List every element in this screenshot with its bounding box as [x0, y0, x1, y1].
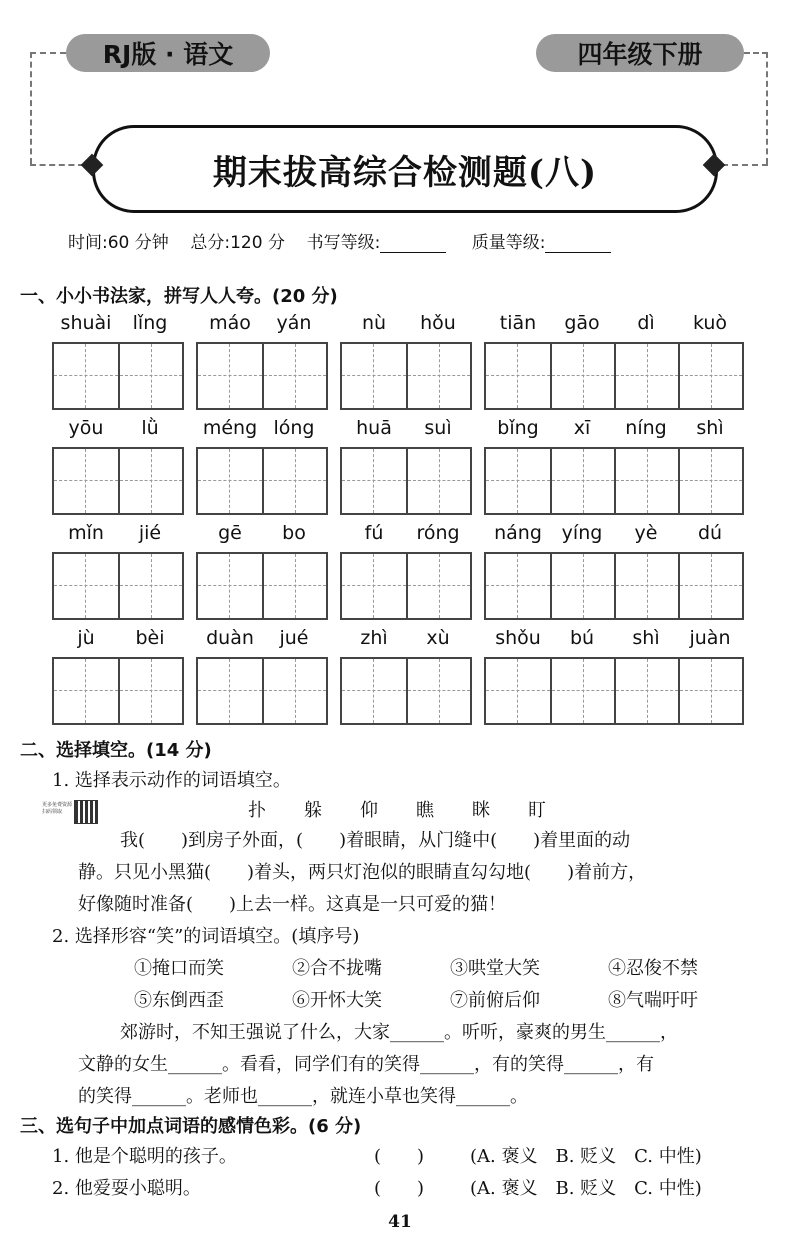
header-dashed-line-left: [30, 52, 66, 54]
q1-line: 好像随时准备( )上去一样。这真是一只可爱的猫！: [78, 894, 507, 915]
choice-item: ⑥开怀大笑: [292, 990, 382, 1011]
qr-caption: 更多免费资源 扫码领取: [42, 802, 73, 815]
pinyin-label: dì: [637, 312, 655, 334]
pinyin-label: bo: [282, 522, 306, 544]
writing-cell[interactable]: [198, 554, 262, 618]
header-dashed-line-left-b: [30, 164, 84, 166]
header-dashed-line-right-v: [766, 52, 768, 164]
writing-cell[interactable]: [614, 449, 678, 513]
writing-grade-blank: [380, 236, 446, 253]
pinyin-label: kuò: [692, 312, 728, 334]
writing-cell[interactable]: [118, 554, 182, 618]
subject-label: RJ版 · 语文: [66, 34, 270, 72]
writing-cell[interactable]: [614, 344, 678, 408]
pinyin-label: lǐng: [132, 312, 168, 334]
writing-cell[interactable]: [342, 344, 406, 408]
section2-heading: 二、选择填空。(14 分): [20, 740, 212, 761]
page-number: 41: [388, 1212, 412, 1232]
q1-title: 1. 选择表示动作的词语填空。: [52, 770, 291, 791]
writing-cell[interactable]: [550, 449, 614, 513]
writing-grid: [52, 342, 184, 410]
choice-item: ②合不拢嘴: [292, 958, 382, 979]
pinyin-label: shì: [696, 417, 724, 439]
pinyin-label: xī: [573, 417, 591, 439]
writing-grid: [52, 552, 184, 620]
writing-cell[interactable]: [54, 659, 118, 723]
q2-choices-row: [134, 986, 766, 1012]
pinyin-label: róng: [416, 522, 460, 544]
pinyin-label: tiān: [499, 312, 537, 334]
q2-line: 文静的女生______。看看，同学们有的笑得______，有的笑得______，有: [78, 1054, 654, 1075]
writing-cell[interactable]: [614, 659, 678, 723]
writing-cell[interactable]: [550, 554, 614, 618]
q2-choices-row: [134, 954, 766, 980]
word-option: 瞧: [416, 800, 434, 821]
header-dashed-line-left-v: [30, 52, 32, 164]
pinyin-label: juàn: [689, 627, 731, 649]
grade-label: 四年级下册: [536, 34, 744, 72]
writing-grid: [196, 342, 328, 410]
writing-cell[interactable]: [486, 659, 550, 723]
writing-cell[interactable]: [678, 449, 742, 513]
writing-grid: [484, 342, 744, 410]
writing-cell[interactable]: [262, 449, 326, 513]
time-label: 时间:60 分钟: [68, 233, 169, 253]
pinyin-label: gāo: [564, 312, 600, 334]
writing-cell[interactable]: [406, 344, 470, 408]
writing-cell[interactable]: [54, 344, 118, 408]
pinyin-label: lǜ: [141, 417, 159, 439]
writing-grid: [196, 447, 328, 515]
writing-grid: [484, 447, 744, 515]
total-label: 总分:120 分: [190, 233, 285, 253]
s3-question: 1. 他是个聪明的孩子。: [52, 1146, 237, 1167]
quality-grade-blank: [545, 236, 611, 253]
exam-meta: [68, 228, 631, 253]
pinyin-label: shì: [632, 627, 660, 649]
pinyin-label: nù: [361, 312, 387, 334]
choice-item: ⑤东倒西歪: [134, 990, 224, 1011]
header-dashed-line-right-b: [722, 164, 768, 166]
pinyin-label: zhì: [360, 627, 388, 649]
writing-cell[interactable]: [198, 659, 262, 723]
pinyin-label: yán: [276, 312, 312, 334]
pinyin-label: níng: [625, 417, 667, 439]
writing-cell[interactable]: [406, 449, 470, 513]
word-option: 扑: [248, 800, 266, 821]
pinyin-label: duàn: [206, 627, 254, 649]
pinyin-label: gē: [218, 522, 242, 544]
choice-item: ⑦前俯后仰: [450, 990, 540, 1011]
choice-item: ④忍俊不禁: [608, 958, 698, 979]
pinyin-label: fú: [364, 522, 384, 544]
q2-line: 的笑得______。老师也______，就连小草也笑得______。: [78, 1086, 528, 1107]
writing-grid: [196, 657, 328, 725]
pinyin-label: bú: [569, 627, 595, 649]
writing-grid: [340, 657, 472, 725]
section3-heading: 三、选句子中加点词语的感情色彩。(6 分): [20, 1116, 362, 1137]
writing-cell[interactable]: [614, 554, 678, 618]
q1-word-bank: [248, 796, 584, 822]
qr-code-icon: [74, 800, 98, 824]
pinyin-label: shǒu: [495, 627, 541, 649]
word-option: 眯: [472, 800, 490, 821]
pinyin-label: méng: [202, 417, 258, 439]
writing-cell[interactable]: [198, 344, 262, 408]
writing-grade-label: 书写等级:: [306, 233, 381, 253]
pinyin-label: bèi: [135, 627, 165, 649]
writing-cell[interactable]: [486, 344, 550, 408]
writing-cell[interactable]: [486, 554, 550, 618]
pinyin-label: yíng: [561, 522, 603, 544]
writing-grid: [340, 342, 472, 410]
writing-cell[interactable]: [342, 554, 406, 618]
writing-cell[interactable]: [118, 449, 182, 513]
writing-cell[interactable]: [198, 449, 262, 513]
writing-cell[interactable]: [118, 659, 182, 723]
writing-grid: [484, 552, 744, 620]
choice-item: ③哄堂大笑: [450, 958, 540, 979]
choice-item: ①掩口而笑: [134, 958, 224, 979]
writing-cell[interactable]: [406, 659, 470, 723]
s3-question: 2. 他爱耍小聪明。: [52, 1178, 201, 1199]
q1-line: 静。只见小黑猫( )着头，两只灯泡似的眼睛直勾勾地( )着前方，: [78, 862, 647, 883]
writing-cell[interactable]: [262, 659, 326, 723]
pinyin-label: hǒu: [420, 312, 456, 334]
writing-cell[interactable]: [54, 449, 118, 513]
pinyin-label: dú: [697, 522, 723, 544]
pinyin-label: huā: [356, 417, 392, 439]
writing-cell[interactable]: [262, 344, 326, 408]
writing-grid: [52, 447, 184, 515]
pinyin-label: yè: [634, 522, 658, 544]
s3-options: (A. 褒义 B. 贬义 C. 中性): [470, 1178, 702, 1199]
page-title: 期末拔高综合检测题(八): [212, 152, 598, 193]
writing-cell[interactable]: [486, 449, 550, 513]
writing-grid: [340, 447, 472, 515]
q1-line: 我( )到房子外面，( )着眼睛，从门缝中( )着里面的动: [120, 830, 631, 851]
title-banner: [92, 125, 718, 213]
writing-cell[interactable]: [262, 554, 326, 618]
header-dashed-line-right: [744, 52, 768, 54]
pinyin-label: máo: [209, 312, 251, 334]
pinyin-label: yōu: [68, 417, 104, 439]
pinyin-label: shuài: [60, 312, 112, 334]
s3-answer-paren: ( ): [374, 1146, 425, 1167]
writing-cell[interactable]: [550, 659, 614, 723]
pinyin-label: suì: [424, 417, 452, 439]
pinyin-label: jié: [138, 522, 162, 544]
s3-options: (A. 褒义 B. 贬义 C. 中性): [470, 1146, 702, 1167]
pinyin-label: jù: [77, 627, 95, 649]
word-option: 躲: [304, 800, 322, 821]
writing-cell[interactable]: [406, 554, 470, 618]
choice-item: ⑧气喘吁吁: [608, 990, 698, 1011]
pinyin-label: náng: [494, 522, 542, 544]
writing-grid: [52, 657, 184, 725]
writing-cell[interactable]: [550, 344, 614, 408]
writing-grid: [484, 657, 744, 725]
writing-cell[interactable]: [342, 449, 406, 513]
s3-answer-paren: ( ): [374, 1178, 425, 1199]
writing-cell[interactable]: [678, 344, 742, 408]
q2-line: 郊游时，不知王强说了什么，大家______。听听，豪爽的男生______，: [120, 1022, 678, 1043]
word-option: 盯: [528, 800, 546, 821]
pinyin-label: xù: [426, 627, 450, 649]
section1-heading: 一、小小书法家，拼写人人夸。(20 分): [20, 286, 338, 307]
writing-cell[interactable]: [678, 659, 742, 723]
pinyin-label: lóng: [273, 417, 315, 439]
pinyin-label: bǐng: [497, 417, 539, 439]
q2-title: 2. 选择形容“笑”的词语填空。(填序号): [52, 926, 360, 947]
pinyin-label: mǐn: [68, 522, 104, 544]
word-option: 仰: [360, 800, 378, 821]
writing-cell[interactable]: [342, 659, 406, 723]
writing-grid: [196, 552, 328, 620]
writing-grid: [340, 552, 472, 620]
writing-cell[interactable]: [678, 554, 742, 618]
quality-grade-label: 质量等级:: [471, 233, 546, 253]
writing-cell[interactable]: [54, 554, 118, 618]
writing-cell[interactable]: [118, 344, 182, 408]
pinyin-label: jué: [279, 627, 309, 649]
